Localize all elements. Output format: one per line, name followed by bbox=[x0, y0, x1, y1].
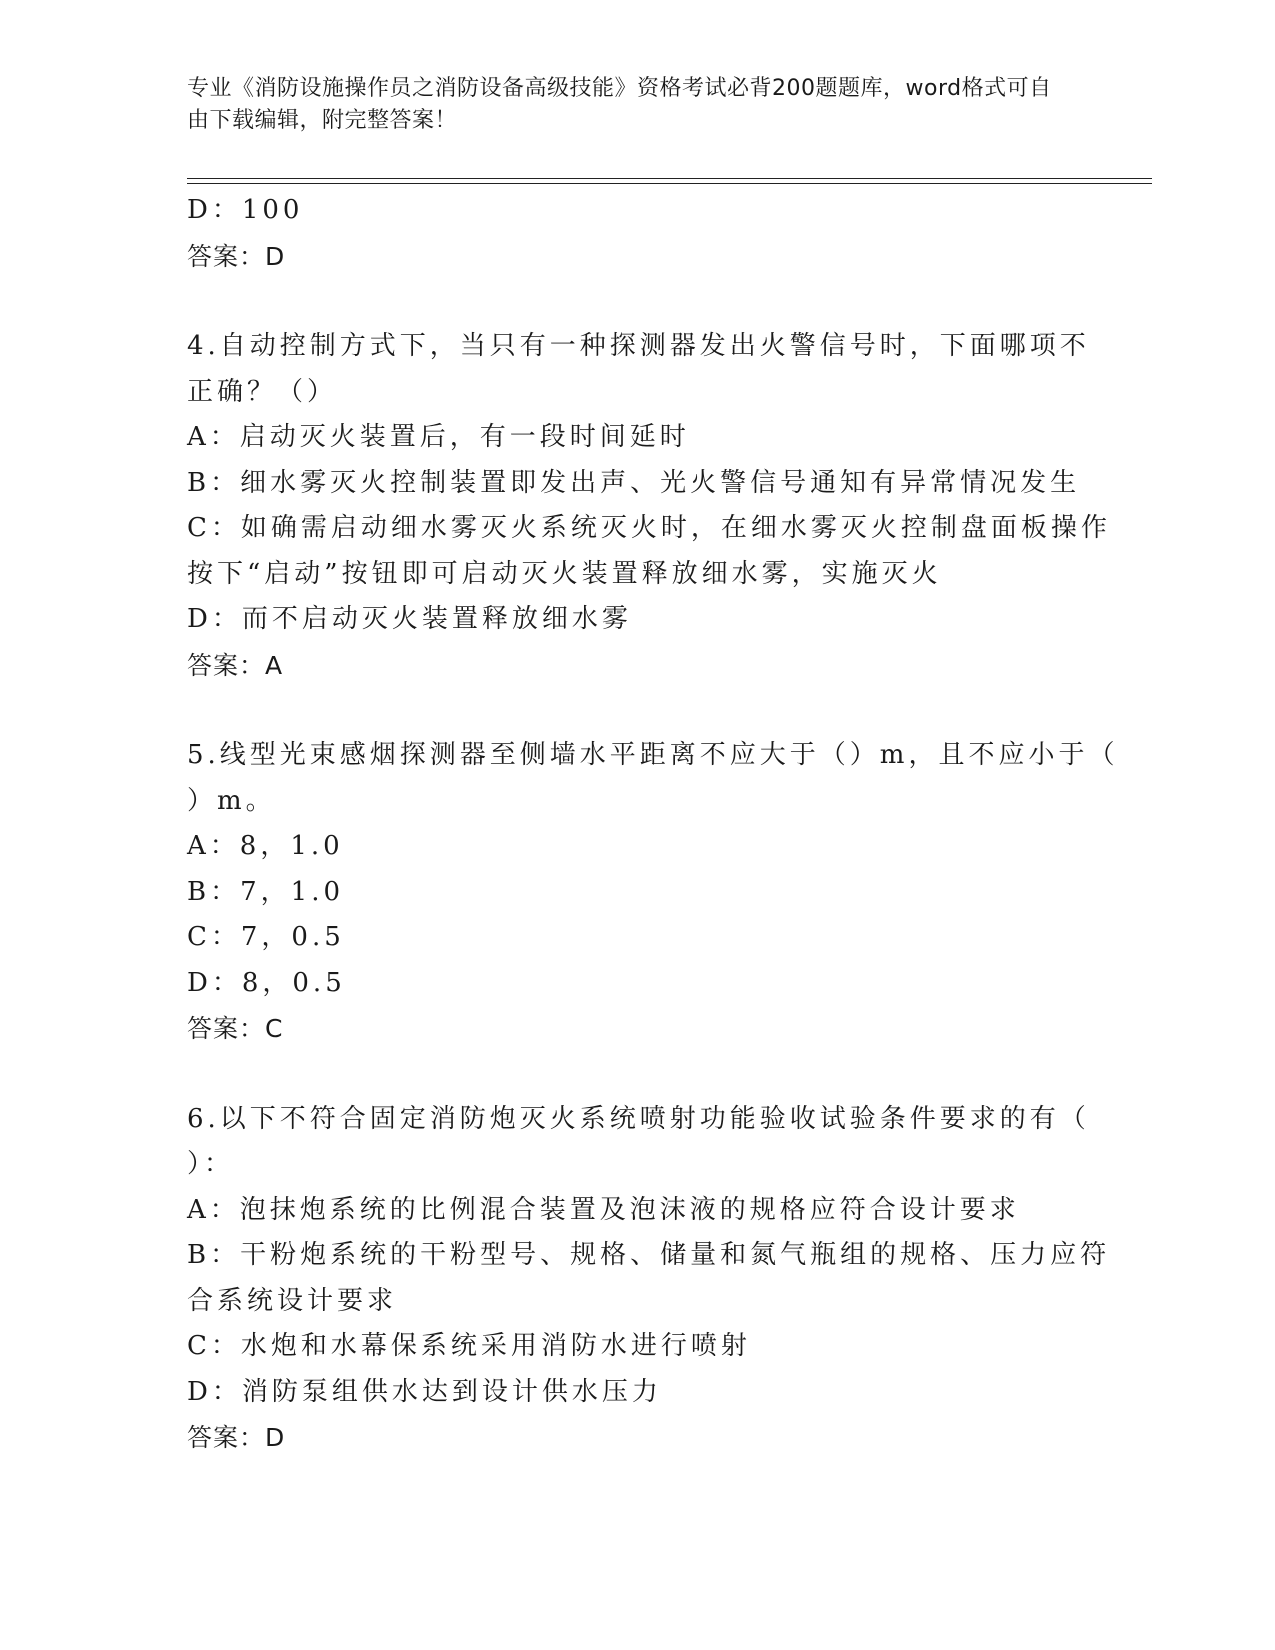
option-d: D：8，0.5 bbox=[187, 967, 346, 998]
question-list bbox=[187, 188, 1119, 1461]
answer: 答案：A bbox=[187, 650, 284, 680]
option-b-cont: 合系统设计要求 bbox=[187, 1285, 398, 1316]
spacer bbox=[187, 688, 1087, 733]
question-5 bbox=[187, 733, 1119, 1052]
question-stem: 6.以下不符合固定消防炮灭火系统喷射功能验收试验条件要求的有（ bbox=[187, 1103, 1090, 1134]
question-stem: 5.线型光束感烟探测器至侧墙水平距离不应大于（）m，且不应小于（ bbox=[187, 740, 1119, 770]
spacer bbox=[187, 279, 1087, 324]
question-stem-cont: 正确？（） bbox=[187, 376, 338, 407]
option-c-cont: 按下“启动”按钮即可启动灭火装置释放细水雾，实施灭火 bbox=[187, 558, 942, 589]
option-b: B：干粉炮系统的干粉型号、规格、储量和氮气瓶组的规格、压力应符 bbox=[187, 1240, 1111, 1270]
question-4 bbox=[187, 324, 1111, 688]
header-rule-top bbox=[187, 178, 1152, 179]
option-d: D：消防泵组供水达到设计供水压力 bbox=[187, 1376, 662, 1407]
option-c: C：如确需启动细水雾灭火系统灭火时，在细水雾灭火控制盘面板操作 bbox=[187, 513, 1111, 543]
document-header: 专业《消防设施操作员之消防设备高级技能》资格考试必背200题题库，word格式可自由下载编辑，附完整答案！ bbox=[187, 76, 1052, 133]
spacer bbox=[187, 1052, 1087, 1097]
question-6 bbox=[187, 1097, 1111, 1461]
prev-answer: 答案：D bbox=[187, 241, 286, 271]
option-b: B：7，1.0 bbox=[187, 876, 344, 907]
option-b: B：细水雾灭火控制装置即发出声、光火警信号通知有异常情况发生 bbox=[187, 467, 1081, 498]
option-d: D：而不启动灭火装置释放细水雾 bbox=[187, 604, 632, 634]
prev-option-d: D：100 bbox=[187, 195, 304, 225]
option-c: C：水炮和水幕保系统采用消防水进行喷射 bbox=[187, 1331, 751, 1361]
option-a: A：启动灭火装置后，有一段时间延时 bbox=[187, 422, 690, 452]
question-stem-cont: ）： bbox=[187, 1149, 235, 1179]
question-stem-cont: ）m。 bbox=[187, 785, 276, 816]
answer: 答案：D bbox=[187, 1423, 286, 1452]
answer: 答案：C bbox=[187, 1014, 284, 1043]
option-c: C：7，0.5 bbox=[187, 922, 345, 952]
question-stem: 4.自动控制方式下，当只有一种探测器发出火警信号时，下面哪项不 bbox=[187, 331, 1090, 361]
header-rule-bottom bbox=[187, 183, 1152, 184]
option-a: A：泡抹炮系统的比例混合装置及泡沫液的规格应符合设计要求 bbox=[187, 1194, 1020, 1225]
option-a: A：8，1.0 bbox=[187, 831, 344, 861]
